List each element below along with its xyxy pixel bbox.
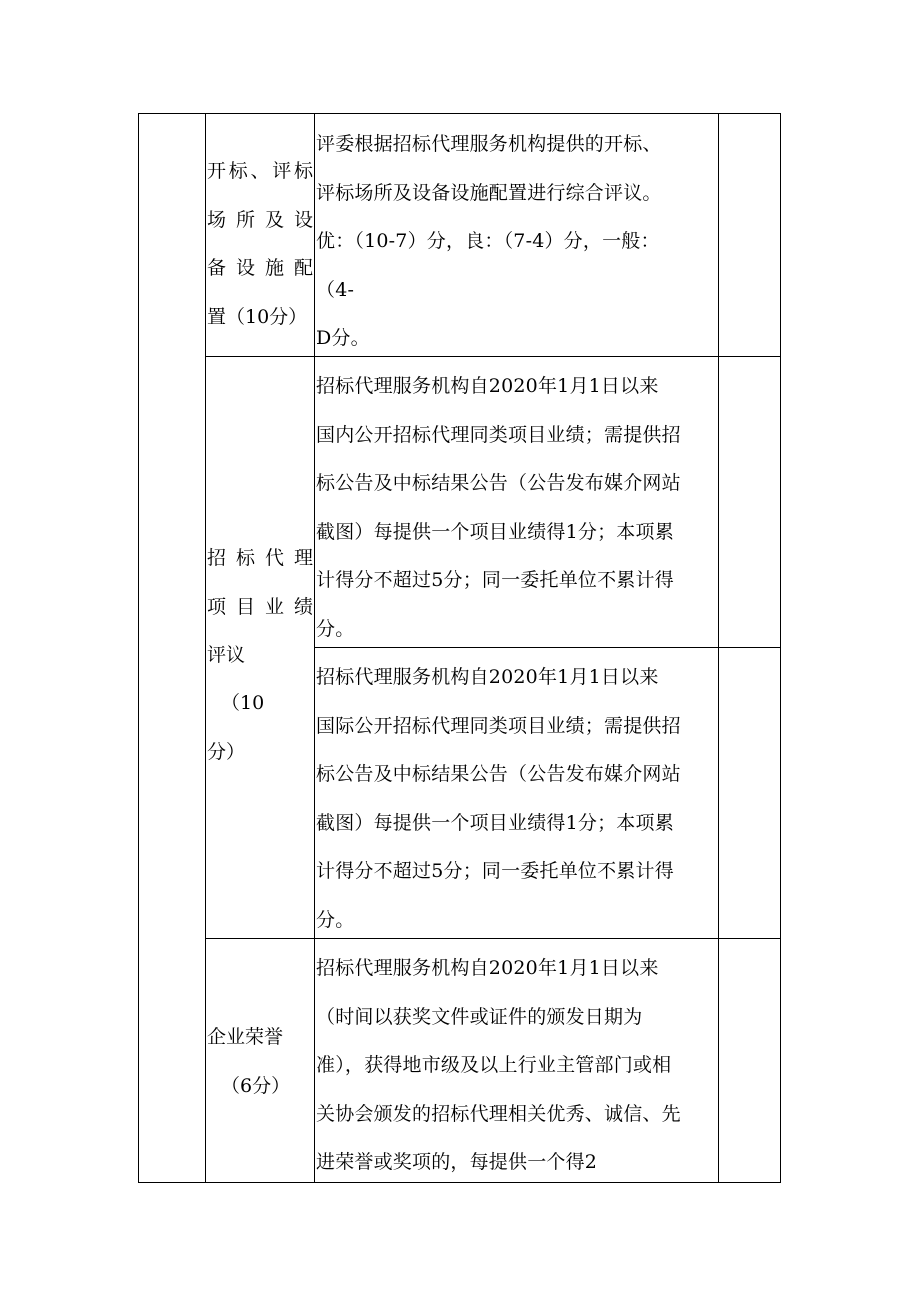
column-divider (718, 114, 719, 1182)
scoring-table (138, 113, 781, 1183)
description-enterprise-honors: 招标代理服务机构自2020年1月1日以来 （时间以获奖文件或证件的颁发日期为 准），获得地市级及以上行业主管部门或相 关协会颁发的招标代理相关优秀、诚信、先 进荣誉或奖项的，每提供一个得2 (316, 957, 681, 1173)
description-international-performance: 招标代理服务机构自2020年1月1日以来 国际公开招标代理同类项目业绩；需提供招 标公告及中标结果公告（公告发布媒介网站 截图）每提供一个项目业绩得1分；本项累 计得分不超过5分；同一委托单位不累计得 分。 (316, 666, 681, 931)
column-divider (205, 114, 206, 1182)
criterion-venue-facilities: 开标、评标 场所及设 备设施配 置（10分） (207, 160, 313, 328)
criterion-enterprise-honors: 企业荣誉 （6分） (207, 1026, 291, 1097)
criterion-project-performance-score: （10 分） (207, 692, 265, 763)
description-venue-facilities: 评委根据招标代理服务机构提供的开标、 评标场所及设备设施配置进行综合评议。 优：（10-7）分，良：（7-4）分，一般： （4- D分。 (316, 133, 662, 349)
criterion-project-performance: 招标代理 项目业绩 评议 (207, 547, 313, 666)
description-domestic-performance: 招标代理服务机构自2020年1月1日以来 国内公开招标代理同类项目业绩；需提供招 标公告及中标结果公告（公告发布媒介网站 截图）每提供一个项目业绩得1分；本项累 计得分不超过5分；同一委托单位不累计得 分。 (316, 375, 681, 640)
column-divider (314, 114, 315, 1182)
